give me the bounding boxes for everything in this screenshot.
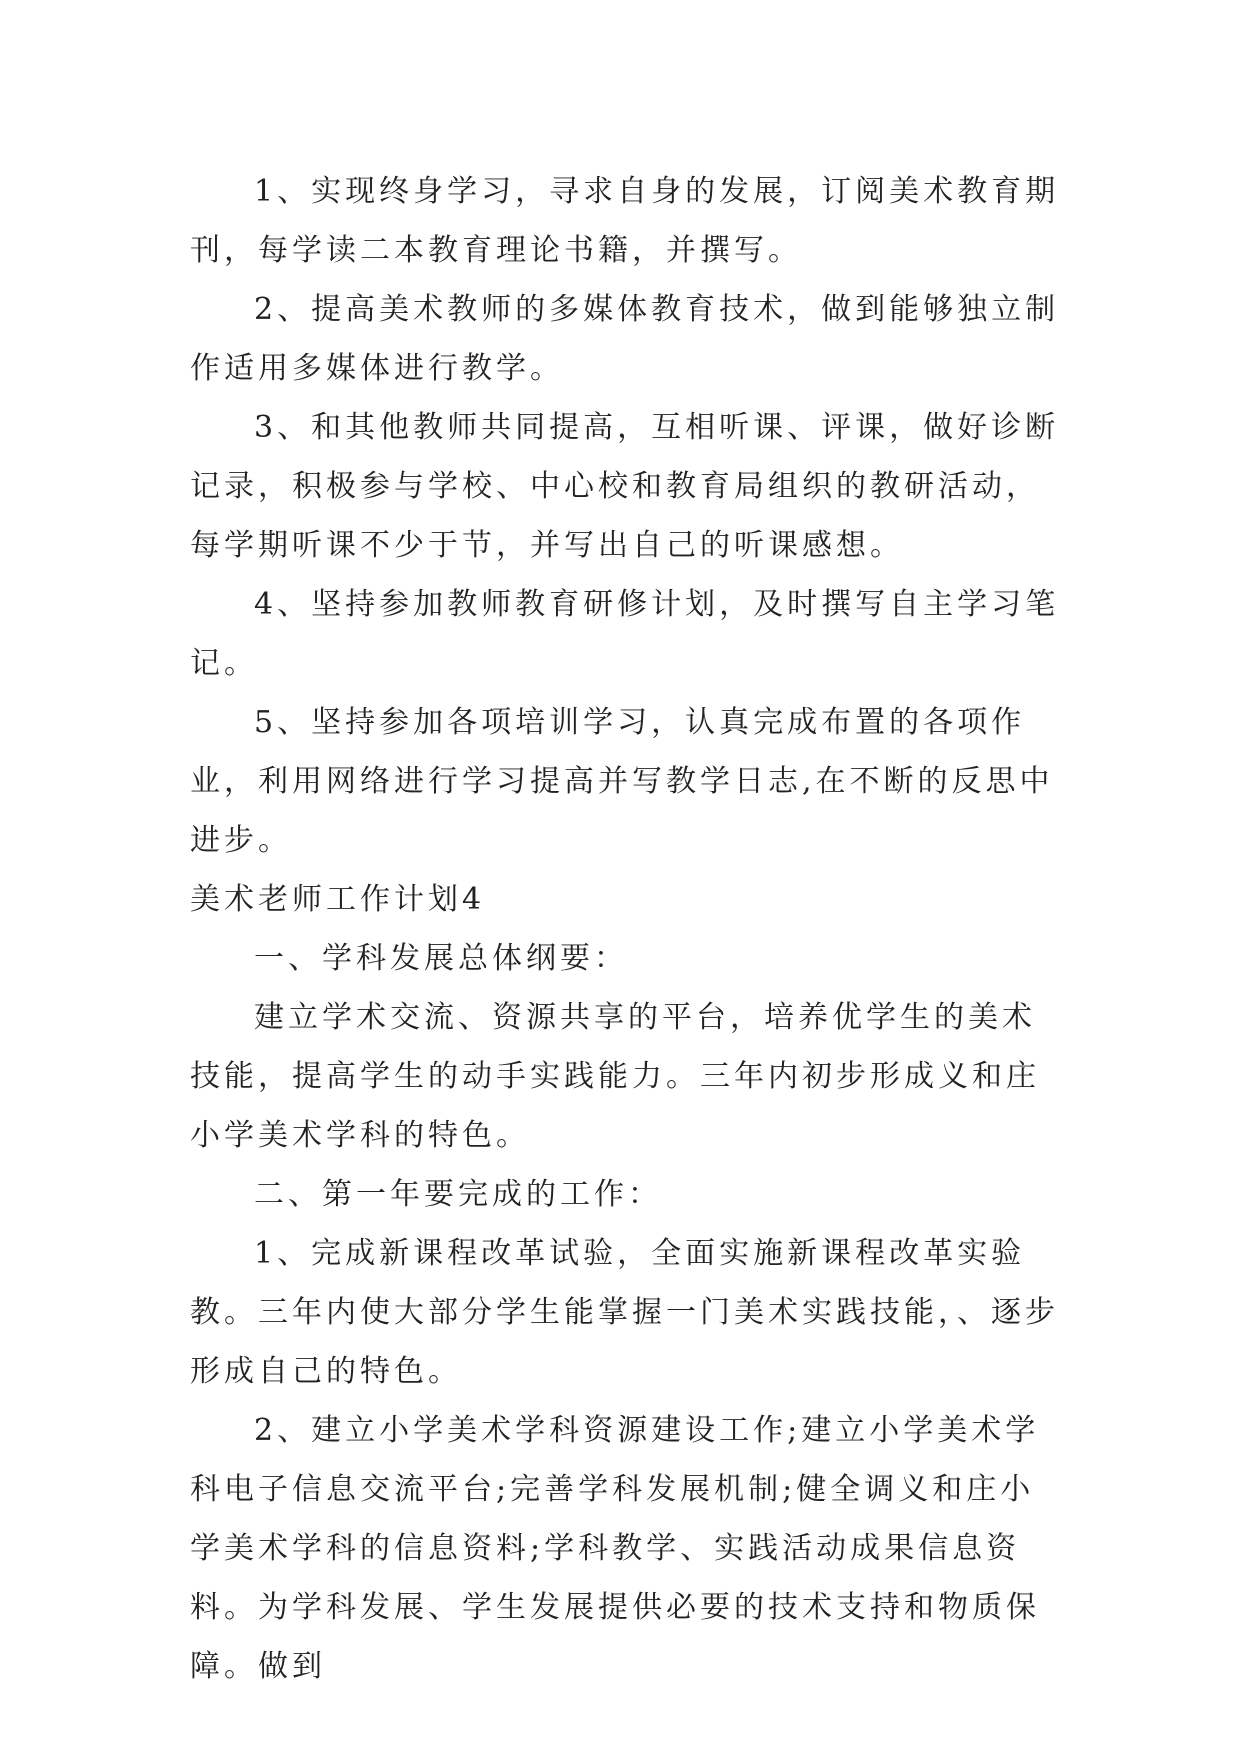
subheading-first-year: 二、第一年要完成的工作： — [254, 1177, 662, 1212]
paragraph-first-year-2: 2、建立小学美术学科资源建设工作;建立小学美术学科电子信息交流平台;完善学科发展机制;健全调义和庄小学美术学科的信息资料;学科教学、实践活动成果信息资料。为学科发展、学生发展提供必要的技术支持和物质保障。做到 — [190, 1413, 1040, 1684]
paragraph-item-1: 1、实现终身学习，寻求自身的发展，订阅美术教育期刊，每学读二本教育理论书籍，并撰写。 — [190, 174, 1060, 268]
paragraph-first-year-1: 1、完成新课程改革试验，全面实施新课程改革实验教。三年内使大部分学生能掌握一门美术实践技能，、逐步形成自己的特色。 — [190, 1236, 1059, 1389]
paragraph-item-2: 2、提高美术教师的多媒体教育技术，做到能够独立制作适用多媒体进行教学。 — [190, 292, 1060, 386]
paragraph-item-5: 5、坚持参加各项培训学习，认真完成布置的各项作业，利用网络进行学习提高并写教学日志,在不断的反思中进步。 — [190, 705, 1054, 858]
subheading-overview: 一、学科发展总体纲要： — [254, 941, 628, 976]
paragraph-item-4: 4、坚持参加教师教育研修计划，及时撰写自主学习笔记。 — [190, 587, 1060, 681]
paragraph-item-3: 3、和其他教师共同提高，互相听课、评课，做好诊断记录，积极参与学校、中心校和教育局组织的教研活动，每学期听课不少于节，并写出自己的听课感想。 — [190, 410, 1060, 563]
document-page — [190, 162, 1060, 1696]
paragraph-overview: 建立学术交流、资源共享的平台，培养优学生的美术技能，提高学生的动手实践能力。三年内初步形成义和庄小学美术学科的特色。 — [190, 1000, 1040, 1153]
section-heading: 美术老师工作计划4 — [190, 882, 486, 917]
